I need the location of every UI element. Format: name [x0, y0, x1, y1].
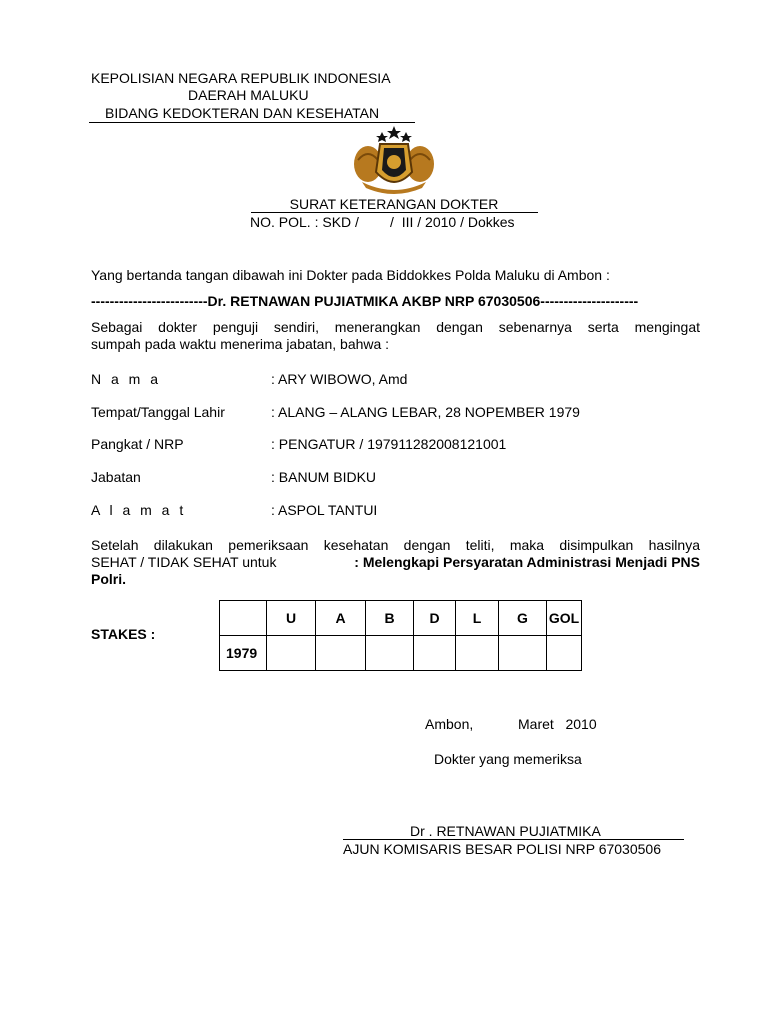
- conclusion-line-2: [91, 554, 700, 570]
- intro-text: Yang bertanda tangan dibawah ini Dokter pada Biddokkes Polda Maluku di Ambon :: [91, 267, 610, 283]
- field-value-jabatan: : BANUM BIDKU: [271, 469, 377, 485]
- stakes-value-row: [220, 636, 582, 671]
- stakes-header-cell: D: [414, 601, 456, 636]
- stakes-header-cell: [220, 601, 267, 636]
- field-label-pangkat: Pangkat / NRP: [91, 436, 184, 452]
- field-value-pangkat: : PENGATUR / 197911282008121001: [271, 436, 507, 452]
- stakes-header-cell: G: [499, 601, 547, 636]
- police-emblem-icon: [352, 126, 436, 196]
- stakes-label: STAKES :: [91, 626, 156, 642]
- header-underline: [89, 122, 415, 123]
- title-underline: [251, 212, 538, 213]
- conclusion-line-1: Setelah dilakukan pemeriksaan kesehatan dengan teliti, maka disimpulkan hasilnya: [91, 537, 700, 553]
- field-value-ttl: : ALANG – ALANG LEBAR, 28 NOPEMBER 1979: [271, 404, 580, 420]
- stakes-header-cell: U: [267, 601, 316, 636]
- stakes-header-row: [220, 601, 582, 636]
- header-line-2: DAERAH MALUKU: [188, 87, 309, 103]
- field-label-jabatan: Jabatan: [91, 469, 141, 485]
- conclusion-line-3: Polri.: [91, 571, 127, 587]
- field-value-alamat: : ASPOL TANTUI: [271, 502, 378, 518]
- stakes-value-cell: 1979: [220, 636, 267, 671]
- stakes-table: [219, 600, 582, 671]
- signatory-rank: AJUN KOMISARIS BESAR POLISI NRP 67030506: [343, 841, 661, 857]
- signature-role: Dokter yang memeriksa: [434, 751, 582, 767]
- field-label-ttl: Tempat/Tanggal Lahir: [91, 404, 225, 420]
- letter-number: NO. POL. : SKD / / III / 2010 / Dokkes: [250, 214, 515, 230]
- statement-line-1: Sebagai dokter penguji sendiri, menerangkan dengan sebenarnya serta mengingat: [91, 319, 700, 335]
- stakes-value-cell: [366, 636, 414, 671]
- conclusion-purpose: : Melengkapi Persyaratan Administrasi Menjadi PNS: [354, 554, 700, 570]
- stakes-header-cell: B: [366, 601, 414, 636]
- stakes-value-cell: [414, 636, 456, 671]
- header-line-1: KEPOLISIAN NEGARA REPUBLIK INDONESIA: [91, 70, 391, 86]
- statement-line-2: sumpah pada waktu menerima jabatan, bahwa :: [91, 336, 390, 352]
- stakes-header-cell: A: [316, 601, 366, 636]
- field-label-nama: N a m a: [91, 371, 162, 387]
- field-value-nama: : ARY WIBOWO, Amd: [271, 371, 408, 387]
- signatory-name: Dr . RETNAWAN PUJIATMIKA: [410, 823, 601, 839]
- signature-date: Maret 2010: [518, 716, 597, 732]
- stakes-header-cell: L: [456, 601, 499, 636]
- field-label-alamat: A l a m a t: [91, 502, 187, 518]
- stakes-value-cell: [456, 636, 499, 671]
- stakes-value-cell: [316, 636, 366, 671]
- header-line-3: BIDANG KEDOKTERAN DAN KESEHATAN: [105, 105, 380, 121]
- stakes-header-cell: GOL: [547, 601, 582, 636]
- stakes-value-cell: [547, 636, 582, 671]
- letter-title: SURAT KETERANGAN DOKTER: [289, 196, 499, 212]
- signature-underline: [343, 839, 684, 840]
- stakes-value-cell: [267, 636, 316, 671]
- stakes-value-cell: [499, 636, 547, 671]
- signature-place: Ambon,: [425, 716, 474, 732]
- doctor-line: -------------------------Dr. RETNAWAN PUJIATMIKA AKBP NRP 67030506---------------------: [91, 293, 639, 309]
- conclusion-result: SEHAT / TIDAK SEHAT untuk: [91, 554, 277, 570]
